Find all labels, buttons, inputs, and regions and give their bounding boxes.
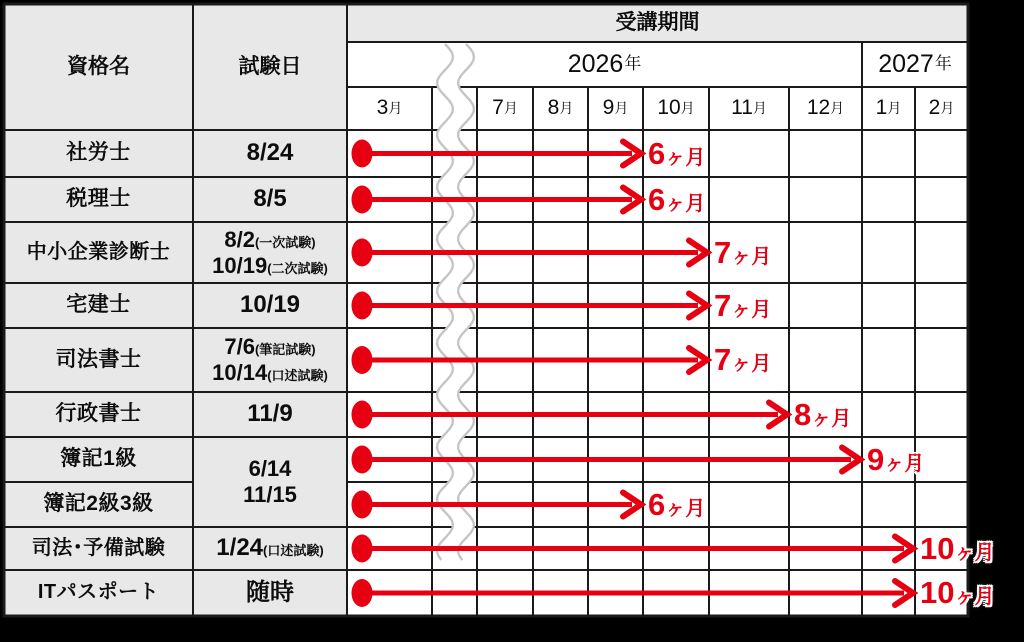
duration-label: 8ヶ月 bbox=[794, 396, 852, 432]
qualification-name-cell: 簿記2級3級 bbox=[43, 492, 154, 516]
exam-date-cell bbox=[193, 177, 347, 222]
duration-label: 7ヶ月 bbox=[714, 287, 772, 323]
duration-label: 6ヶ月 bbox=[648, 181, 706, 217]
qualification-name-cell: 中小企業診断士 bbox=[26, 240, 171, 263]
qualification-name-cell: 宅建士 bbox=[66, 293, 131, 317]
exam-date-cell bbox=[193, 570, 347, 616]
year-label: 2026 bbox=[567, 49, 624, 78]
month-suffix: 月 bbox=[940, 100, 955, 117]
duration-label: 6ヶ月 bbox=[648, 486, 706, 522]
exam-date-header-cell: 試験日 bbox=[238, 54, 302, 78]
month-cell bbox=[789, 87, 862, 130]
month-label: 10 bbox=[657, 96, 681, 120]
month-cell bbox=[347, 87, 432, 130]
qualification-name-cell: ITパスポート bbox=[37, 581, 160, 604]
exam-date-text: 11/9 bbox=[247, 400, 293, 428]
month-cell bbox=[533, 87, 588, 130]
exam-date-cell bbox=[193, 130, 347, 177]
month-label: 9 bbox=[602, 96, 615, 120]
month-label: 12 bbox=[806, 96, 831, 120]
month-cell bbox=[643, 87, 709, 130]
duration-label: 6ヶ月 bbox=[648, 135, 706, 171]
exam-date-text: 8/2(一次試験) bbox=[224, 226, 316, 252]
duration-label: 10ヶ月 bbox=[920, 575, 995, 610]
month-suffix: 月 bbox=[830, 100, 845, 117]
month-suffix: 月 bbox=[503, 100, 518, 117]
exam-date-text: 8/24 bbox=[246, 139, 294, 167]
month-label: 2 bbox=[928, 96, 941, 120]
year-suffix: 年 bbox=[934, 54, 952, 74]
year-cell bbox=[862, 42, 968, 87]
month-cell bbox=[477, 87, 533, 130]
month-suffix: 月 bbox=[559, 100, 574, 117]
exam-date-cell bbox=[193, 283, 347, 328]
exam-date-cell bbox=[193, 328, 347, 392]
exam-date-text: 11/15 bbox=[243, 482, 297, 507]
duration-label: 9ヶ月 bbox=[867, 441, 925, 477]
exam-date-text: 1/24(口述試験) bbox=[216, 534, 324, 562]
month-label: 1 bbox=[875, 96, 888, 120]
month-suffix: 月 bbox=[752, 100, 767, 117]
month-label: 3 bbox=[376, 96, 389, 120]
month-suffix: 月 bbox=[680, 100, 695, 117]
exam-date-cell bbox=[193, 527, 347, 570]
exam-date-text: 8/5 bbox=[253, 185, 287, 213]
qualification-header-cell: 資格名 bbox=[67, 54, 130, 78]
qualification-name-cell: 行政書士 bbox=[55, 402, 142, 426]
year-cell bbox=[347, 42, 862, 87]
qualification-name-cell: 司法･予備試験 bbox=[31, 536, 166, 559]
duration-label: 10ヶ月 bbox=[920, 530, 995, 566]
qualification-name-cell: 司法書士 bbox=[55, 347, 142, 371]
exam-date-text: 随時 bbox=[246, 578, 294, 606]
month-cell bbox=[862, 87, 915, 130]
qualification-name-cell: 税理士 bbox=[66, 187, 131, 211]
exam-date-cell bbox=[193, 392, 347, 437]
month-label: 7 bbox=[492, 96, 504, 120]
exam-date-text: 10/14(口述試験) bbox=[212, 360, 328, 385]
year-suffix: 年 bbox=[624, 54, 642, 74]
qualification-name-cell: 社労士 bbox=[66, 141, 131, 165]
exam-date-text: 6/14 bbox=[248, 456, 292, 482]
month-suffix: 月 bbox=[614, 100, 629, 117]
exam-date-text: 10/19 bbox=[239, 291, 301, 319]
month-cell bbox=[709, 87, 789, 130]
exam-date-cell bbox=[193, 437, 347, 527]
course-period-header-cell: 受講期間 bbox=[615, 10, 700, 34]
month-cell bbox=[915, 87, 968, 130]
month-label: 8 bbox=[547, 96, 560, 120]
exam-date-cell bbox=[193, 222, 347, 283]
year-label: 2027 bbox=[878, 49, 934, 78]
month-suffix: 月 bbox=[887, 100, 902, 117]
month-suffix: 月 bbox=[388, 100, 403, 117]
exam-date-text: 7/6(筆記試験) bbox=[224, 334, 316, 360]
duration-label: 7ヶ月 bbox=[714, 234, 772, 270]
duration-label: 7ヶ月 bbox=[714, 342, 772, 377]
exam-date-text: 10/19(二次試験) bbox=[212, 252, 328, 278]
qualification-name-cell: 簿記1級 bbox=[60, 447, 137, 471]
month-cell bbox=[588, 87, 643, 130]
month-label: 11 bbox=[731, 96, 753, 120]
